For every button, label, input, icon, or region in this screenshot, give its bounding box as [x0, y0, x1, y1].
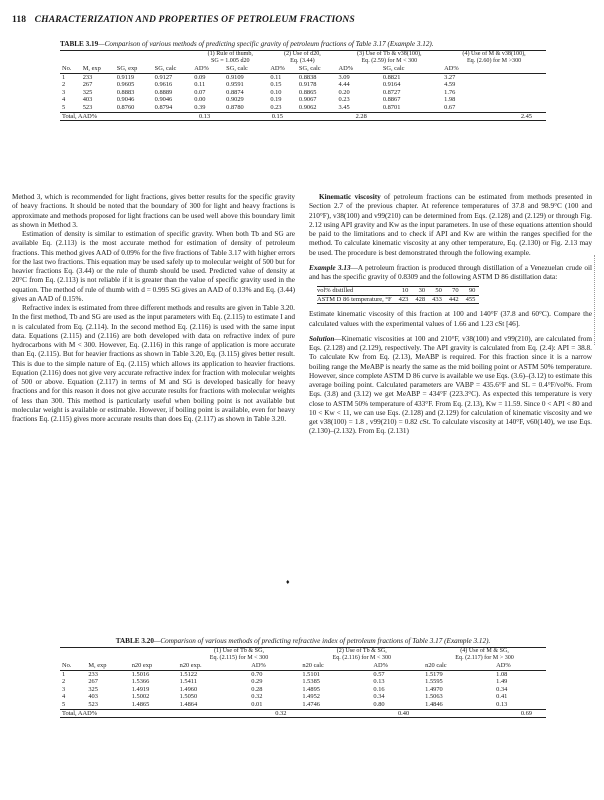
table-row — [60, 670, 546, 678]
table-cell: 1.4865 — [131, 700, 150, 708]
right-column — [309, 193, 592, 437]
table-cell: 233 — [88, 670, 98, 678]
example-paragraph: Example 3.13—A petroleum fraction is produced through distillation of a Venezuelan crude oil and has the specific gravity of 0.8309 and the following ASTM D 86 distillation data: — [309, 263, 592, 281]
table-row — [317, 295, 479, 304]
table-cell: 0.9067 — [298, 96, 317, 104]
table-cell: 1.4952 — [302, 693, 320, 701]
table-cell: 3.27 — [444, 73, 456, 81]
cell: 30 — [412, 287, 429, 296]
table-cell: 3 — [62, 685, 66, 693]
table-3-19-caption-text: —Comparison of various methods of predicting specific gravity of petroleum fractions of Table 3.17 (Example 3.12). — [98, 40, 434, 48]
table-cell: 0.8883 — [116, 88, 135, 96]
group-header: (4) Use of M & v38(100), Eq. (2.60) for M >300 — [442, 51, 546, 66]
column-header: M, exp — [86, 662, 129, 670]
table-cell: 0.28 — [251, 685, 263, 693]
total-row — [60, 112, 546, 121]
table-cell: 403 — [88, 693, 98, 701]
table-cell: 2 — [62, 81, 66, 89]
total-value: 0.13 — [153, 112, 224, 121]
column-header: AD% — [494, 662, 546, 670]
table-cell: 0.9062 — [298, 103, 317, 111]
column-header: AD% — [268, 65, 297, 73]
table-cell: 0.13 — [373, 678, 385, 686]
cell: 10 — [396, 287, 413, 296]
table-cell: 0.8865 — [298, 88, 317, 96]
table-cell: 0.23 — [338, 96, 350, 104]
table-cell: 1 — [62, 670, 66, 678]
table-3-20-caption — [60, 637, 546, 646]
column-header: No. — [60, 65, 81, 73]
table-cell: 0.32 — [251, 693, 263, 701]
total-value: 0.15 — [224, 112, 297, 121]
running-head — [12, 14, 592, 25]
table-cell: 0.07 — [194, 88, 206, 96]
table-3-19-grid — [60, 50, 546, 121]
table-cell: 0.9605 — [116, 81, 135, 89]
table-cell: 1.98 — [444, 96, 456, 104]
group-header: (1) Use of Tb & SG, Eq. (2.115) for M < 300 — [178, 648, 301, 663]
row-label: vol% distilled — [317, 287, 396, 296]
table-row — [60, 686, 546, 694]
table-cell: 0.09 — [194, 73, 206, 81]
table-cell: 0.39 — [194, 103, 206, 111]
group-header: (3) Use of Tb & v38(100), Eq. (2.59) for M < 300 — [336, 51, 442, 66]
total-value: 2.28 — [297, 112, 381, 121]
table-cell: 0.8867 — [382, 96, 401, 104]
table-cell: 3.45 — [338, 103, 350, 111]
table-cell: 1.4919 — [131, 685, 150, 693]
table-3-20-caption-text: —Comparison of various methods of predicting refractive index of petroleum fractions of Table 3.17 (Example 3.12). — [153, 637, 491, 645]
table-cell: 0.9119 — [116, 73, 135, 81]
table-row — [60, 73, 546, 81]
cell: 50 — [429, 287, 446, 296]
table-cell: 0.8794 — [154, 103, 173, 111]
table-cell: 1.5179 — [425, 670, 443, 678]
table-cell: 325 — [82, 88, 93, 96]
table-cell: 0.10 — [270, 88, 282, 96]
column-header: n20 calc — [423, 662, 494, 670]
total-row — [60, 709, 546, 718]
table-row — [60, 96, 546, 104]
group-header: (2) Use of Tb & SG, Eq. (2.116) for M < 300 — [300, 648, 423, 663]
column-header: M, exp — [81, 65, 115, 73]
paragraph: Method 3, which is recommended for light fractions, gives better results for the specific gravity of heavy fractions. It should be noted that the boundary of 300 for light and heavy fractions is approximate and methods proposed for light fractions can be used well above this boundary limit as shown in Method 3. — [12, 193, 295, 229]
column-header: SG, exp — [115, 65, 153, 73]
table-cell: 523 — [82, 103, 93, 111]
table-row — [60, 89, 546, 97]
table-cell: 0.8727 — [382, 88, 401, 96]
table-cell: 1.5595 — [425, 678, 443, 686]
table-cell: 1.5101 — [302, 670, 320, 678]
table-cell: 1.5050 — [179, 693, 198, 701]
group-header: (4) Use of M & SG, Eq. (2.117) for M > 300 — [423, 648, 546, 663]
table-3-20-label: TABLE 3.20 — [115, 637, 154, 645]
table-cell: 0.8821 — [382, 73, 401, 81]
table-cell: 1.4960 — [179, 685, 198, 693]
column-header: SG, calc — [224, 65, 268, 73]
table-cell: 0.8760 — [116, 103, 135, 111]
table-cell: 0.9127 — [154, 73, 173, 81]
table-cell: 0.15 — [270, 81, 282, 89]
table-cell: 0.9109 — [226, 73, 244, 81]
table-cell: 1.4746 — [302, 700, 320, 708]
table-cell: 0.11 — [194, 81, 206, 89]
column-header: AD% — [249, 662, 300, 670]
table-row — [317, 287, 479, 296]
table-row — [60, 104, 546, 112]
table-cell: 0.34 — [373, 693, 385, 701]
row-label: ASTM D 86 temperature, °F — [317, 295, 396, 304]
column-header: AD% — [442, 65, 546, 73]
table-cell: 4.59 — [444, 81, 456, 89]
table-cell: 2 — [62, 678, 66, 686]
header-row — [60, 65, 546, 73]
table-cell: 1.5063 — [425, 693, 443, 701]
table-cell: 1.5366 — [131, 678, 150, 686]
column-header: AD% — [371, 662, 423, 670]
table-cell: 0.01 — [251, 700, 263, 708]
table-cell: 0.16 — [373, 685, 385, 693]
table-cell: 0.41 — [496, 693, 508, 701]
table-cell: 325 — [88, 685, 98, 693]
table-cell: 5 — [62, 103, 66, 111]
column-header: n20 exp. — [178, 662, 250, 670]
table-cell: 0.8838 — [298, 73, 317, 81]
distillation-table — [317, 286, 479, 304]
table-cell: 0.00 — [194, 96, 206, 104]
cell: 428 — [412, 295, 429, 304]
page-title: CHARACTERIZATION AND PROPERTIES OF PETROLEUM FRACTIONS — [34, 14, 355, 25]
table-cell: 4.44 — [338, 81, 350, 89]
example-task-paragraph: Estimate kinematic viscosity of this fraction at 100 and 140°F (37.8 and 60°C). Compare the calculated values with the experimental values of 1.66 and 1.23 cSt [46]. — [309, 310, 592, 328]
table-cell: 1.4970 — [425, 685, 443, 693]
table-cell: 4 — [62, 96, 66, 104]
table-cell: 0.19 — [270, 96, 282, 104]
kinematic-viscosity-paragraph: Kinematic viscosity of petroleum fractions can be estimated from methods presented in Section 2.7 of the previous chapter. At reference temperatures of 37.8 and 98.9°C (100 and 210°F), v38(100) and v99(210) can be determined from Eqs. (2.128) and (2.129) or through Fig. 2.12 using API gravity and Kw as the input parameters. In use of these equations attention should be paid to the limitations and to check if API and Kw are within the ranges specified for the method. To calculate kinematic viscosity at any other temperature, Eq. (2.130) or Fig. 2.13 may be used. The procedure is best demonstrated through the following example. — [309, 193, 592, 257]
table-cell: 0.13 — [496, 700, 508, 708]
cell: 455 — [463, 295, 480, 304]
table-cell: 1.5002 — [131, 693, 150, 701]
table-row — [60, 81, 546, 89]
cell: 442 — [446, 295, 463, 304]
header-row — [60, 662, 546, 670]
table-cell: 267 — [88, 678, 98, 686]
column-header: n20 exp — [130, 662, 178, 670]
group-header: (2) Use of d20, Eq. (3.44) — [268, 51, 336, 66]
total-value: 0.69 — [423, 709, 546, 718]
table-cell: 1.5411 — [179, 678, 197, 686]
table-cell: 0.9164 — [382, 81, 401, 89]
table-cell: 0.20 — [338, 88, 350, 96]
total-value: 0.40 — [300, 709, 423, 718]
table-cell: 5 — [62, 700, 66, 708]
group-header: (1) Rule of thumb, SG = 1.005 d20 — [192, 51, 268, 66]
table-cell: 0.9046 — [154, 96, 173, 104]
table-cell: 4 — [62, 693, 66, 701]
total-value: 0.32 — [178, 709, 301, 718]
table-cell: 0.67 — [444, 103, 456, 111]
table-cell: 0.8701 — [382, 103, 401, 111]
table-cell: 0.8780 — [226, 103, 244, 111]
end-of-example-mark: ♦ — [286, 578, 290, 586]
table-cell: 0.9029 — [226, 96, 244, 104]
table-cell: 0.23 — [270, 103, 282, 111]
table-cell: 3.09 — [338, 73, 350, 81]
table-cell: 1.49 — [496, 678, 508, 686]
table-cell: 233 — [82, 73, 93, 81]
table-cell: 1 — [62, 73, 66, 81]
column-header: n20 calc — [300, 662, 371, 670]
table-row — [60, 693, 546, 701]
table-cell: 0.70 — [251, 670, 263, 678]
total-value: 2.45 — [381, 112, 546, 121]
table-cell: 0.9616 — [154, 81, 173, 89]
table-cell: 523 — [88, 700, 98, 708]
paragraph: Estimation of density is similar to estimation of specific gravity. When both Tb and SG are available Eq. (2.113) is the most accurate method for estimation of density of petroleum fractions. This method gives AAD of 0.09% for the five fractions of Table 3.17 with higher errors for the last two fractions. This equation may be used safely up to molecular weight of 500 but for heavier fractions Eq. (3.44) or the rule of thumb should be used. Predicted value of density at 20°C from Eq. (2.113) is not reliable if it is greater than the value of specific gravity used in the equation. The method of rule of thumb with d = 0.995 SG gives an AAD of 0.13% and Eq. (3.44) gives an AAD of 0.15%. — [12, 230, 295, 303]
page-number: 118 — [12, 14, 27, 25]
table-cell: 403 — [82, 96, 93, 104]
table-3-19 — [60, 40, 546, 121]
table-row — [60, 701, 546, 709]
table-cell: 3 — [62, 88, 66, 96]
table-cell: 0.9046 — [116, 96, 135, 104]
table-row — [60, 678, 546, 686]
table-cell: 0.9591 — [226, 81, 244, 89]
table-cell: 1.08 — [496, 670, 508, 678]
table-cell: 0.80 — [373, 700, 385, 708]
table-cell: 1.4864 — [179, 700, 198, 708]
table-cell: 0.57 — [373, 670, 385, 678]
table-cell: 1.5385 — [302, 678, 320, 686]
table-cell: 0.9178 — [298, 81, 317, 89]
table-3-19-label: TABLE 3.19 — [60, 40, 99, 48]
table-cell: 1.5016 — [131, 670, 150, 678]
column-header: No. — [60, 662, 86, 670]
column-header: AD% — [336, 65, 380, 73]
table-cell: 1.4846 — [425, 700, 443, 708]
table-cell: 1.5122 — [179, 670, 198, 678]
total-label: Total, AAD% — [60, 112, 153, 121]
table-3-20-grid — [60, 647, 546, 718]
table-cell: 0.11 — [270, 73, 282, 81]
cell: 90 — [463, 287, 480, 296]
cell: 433 — [429, 295, 446, 304]
cell: 423 — [396, 295, 413, 304]
solution-paragraph: Solution—Kinematic viscosities at 100 and 210°F, v38(100) and v99(210), are calculated from Eqs. (2.128) and (2.129), respectively. The API gravity is calculated from Eq. (2.4): API = 38.8. To calculate Kw from Eq. (2.13), MeABP is required. For this fraction since it is a narrow boiling range the MeABP is nearly the same as the mid boiling point or ASTM 50% temperature. However, since complete ASTM D 86 curve is available we use Eqs. (3.6)–(3.12) to estimate this average boiling point. Calculated parameters are VABP = 435.6°F and SL = 0.4°F/vol%. From Eqs. (3.8) and (3.12) we get MeABP = 434°F (223.3°C). As expected this temperature is very close to ASTM 50% temperature of 433°F. From Eq. (2.13), Kw = 11.59. Since 0 < API < 80 and 10 < Kw < 11, we can use Eqs. (2.128) and (2.129) for calculation of kinematic viscosity and we get v38(100) = 1.8 , v99(210) = 0.82 cSt. To calculate viscosity at 140°F, v60(140), we use Eqs. (2.130)–(2.132). From Eq. (2.131) — [309, 334, 592, 436]
margin-dots — [594, 255, 596, 345]
table-cell: 0.8889 — [154, 88, 173, 96]
column-header: SG, calc — [381, 65, 442, 73]
table-3-20 — [60, 637, 546, 718]
left-column — [12, 193, 295, 424]
table-cell: 267 — [82, 81, 93, 89]
table-cell: 1.76 — [444, 88, 456, 96]
table-cell: 0.29 — [251, 678, 263, 686]
table-cell: 0.34 — [496, 685, 508, 693]
table-cell: 1.4895 — [302, 685, 320, 693]
table-cell: 0.8874 — [226, 88, 244, 96]
total-label: Total, AAD% — [60, 709, 178, 718]
column-header: AD% — [192, 65, 224, 73]
table-3-19-caption — [60, 40, 546, 49]
column-header: SG, calc — [153, 65, 193, 73]
column-header: SG, calc — [297, 65, 337, 73]
paragraph: Refractive index is estimated from three different methods and results are given in Table 3.20. In the first method, Tb and SG are used as the input parameters with Eq. (2.115) to estimate I and n is calculated from Eq. (2.114). In the second method Eq. (2.116) is used with the same input data. Equations (2.115) and (2.116) are both developed with data on refractive index of pure hydrocarbons with M < 300. However, Eq. (2.116) in this range of application is more accurate than Eq. (2.115). But for heavier fractions as shown in Table 3.20, Eq. (3.115) gives better result. This is due to the simple nature of Eq. (2.115) which allows its application to heavier fractions. Equation (2.116) does not give very accurate refractive index for fraction with molecular weights of 500 or above. Equation (2.117) in terms of M and SG is developed basically for heavy fractions and for this reason it does not give accurate results for fractions with molecular weights of less than 300. This method is particularly useful when boiling point is not available but molecular weight is available or estimable. However, if boiling point is available, even for heavy fractions Eq. (2.115) gives more accurate results than does Eq. (2.117) as shown in Table 3.20. — [12, 304, 295, 423]
cell: 70 — [446, 287, 463, 296]
